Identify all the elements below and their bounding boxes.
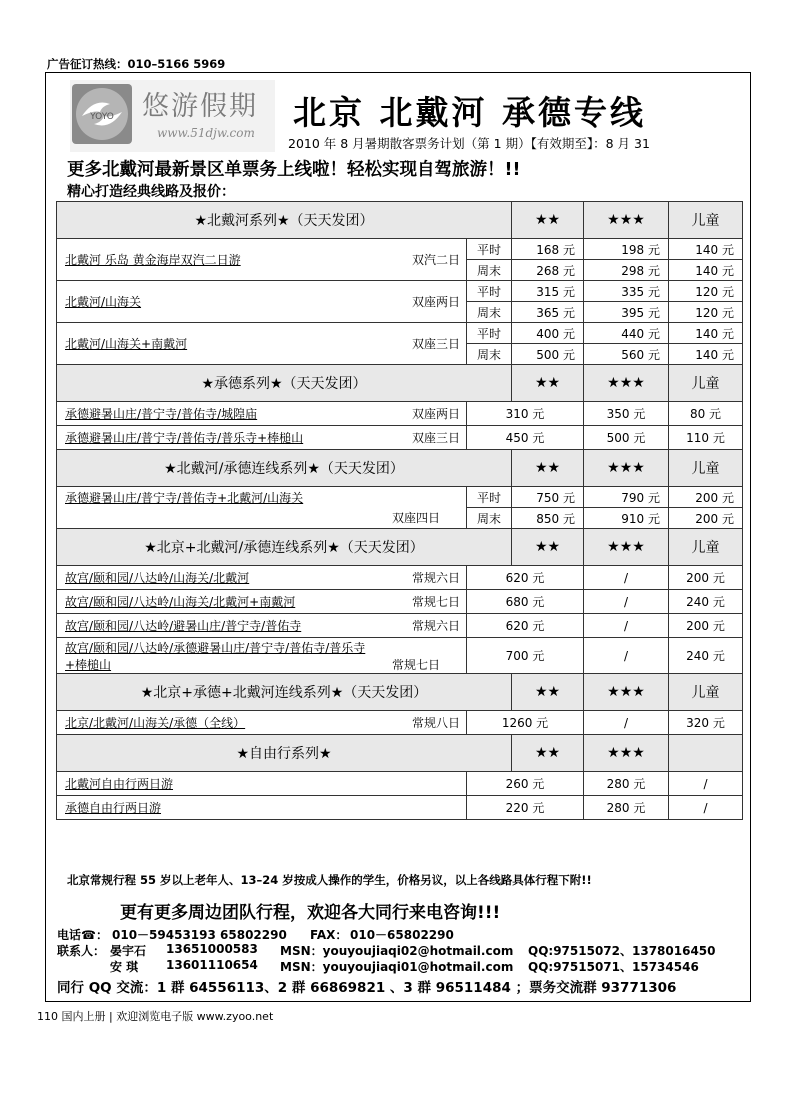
route-name: 北戴河/山海关+南戴河 xyxy=(65,337,188,351)
subheadline: 精心打造经典线路及报价： xyxy=(67,184,235,200)
route-duration: 常规八日 xyxy=(411,716,460,730)
three-star-header: ★★★ xyxy=(584,365,669,402)
three-star-price: 298 元 xyxy=(584,260,669,281)
two-star-header: ★★ xyxy=(512,529,584,566)
two-star-price: 268 元 xyxy=(512,260,584,281)
two-star-price: 700 元 xyxy=(467,638,584,674)
two-star-price: 750 元 xyxy=(512,487,584,508)
two-star-price: 850 元 xyxy=(512,508,584,529)
section-title: ★北京+承德+北戴河连线系列★（天天发团） xyxy=(57,674,512,711)
section-title: ★北戴河/承德连线系列★（天天发团） xyxy=(57,450,512,487)
child-price: 200 元 xyxy=(669,614,743,638)
child-price: 140 元 xyxy=(669,323,743,344)
route-duration: 双座四日 xyxy=(391,510,440,525)
two-star-header: ★★ xyxy=(512,365,584,402)
table-row xyxy=(57,487,743,508)
child-price: 200 元 xyxy=(669,508,743,529)
route-cell xyxy=(57,323,467,365)
qq-groups: 同行 QQ 交流：1 群 64556113、2 群 66869821 、3 群 96511484 ；票务交流群 93771306 xyxy=(57,980,677,996)
three-star-price: 395 元 xyxy=(584,302,669,323)
three-star-header: ★★★ xyxy=(584,450,669,487)
two-star-price: 365 元 xyxy=(512,302,584,323)
three-star-price: 500 元 xyxy=(584,426,669,450)
route-cell xyxy=(57,772,467,796)
two-star-price: 450 元 xyxy=(467,426,584,450)
route-cell xyxy=(57,402,467,426)
logo-url: www.51djw.com xyxy=(157,126,255,140)
contact-msn: MSN：youyoujiaqi02@hotmail.com xyxy=(280,944,514,958)
route-duration: 常规七日 xyxy=(411,595,460,609)
child-price: 140 元 xyxy=(669,344,743,365)
period-label: 周末 xyxy=(467,508,512,529)
route-duration: 双座三日 xyxy=(411,337,460,351)
route-name: 承德自由行两日游 xyxy=(65,801,162,815)
three-star-price: 910 元 xyxy=(584,508,669,529)
route-cell xyxy=(57,638,467,674)
period-label: 周末 xyxy=(467,344,512,365)
child-header: 儿童 xyxy=(669,202,743,239)
two-star-price: 168 元 xyxy=(512,239,584,260)
page-subtitle: 2010 年 8 月暑期散客票务计划（第 1 期）【有效期至】：8 月 31 xyxy=(288,136,650,151)
headline: 更多北戴河最新景区单票务上线啦！轻松实现自驾旅游！!! xyxy=(67,160,521,180)
section-title: ★北京+北戴河/承德连线系列★（天天发团） xyxy=(57,529,512,566)
three-star-price: 350 元 xyxy=(584,402,669,426)
table-row xyxy=(57,638,743,674)
table-row xyxy=(57,614,743,638)
period-label: 周末 xyxy=(467,302,512,323)
section-header-row xyxy=(57,365,743,402)
three-star-price: / xyxy=(584,590,669,614)
child-price: 80 元 xyxy=(669,402,743,426)
two-star-price: 620 元 xyxy=(467,614,584,638)
section-header-row xyxy=(57,529,743,566)
child-price: 120 元 xyxy=(669,302,743,323)
route-name: 故宫/颐和园/八达岭/山海关/北戴河+南戴河 xyxy=(65,595,296,609)
two-star-price: 1260 元 xyxy=(467,711,584,735)
page-title: 北京 北戴河 承德专线 xyxy=(293,93,646,132)
two-star-price: 220 元 xyxy=(467,796,584,820)
three-star-header: ★★★ xyxy=(584,674,669,711)
two-star-header: ★★ xyxy=(512,202,584,239)
contact-qq: QQ:97515071、15734546 xyxy=(528,960,699,974)
route-cell xyxy=(57,426,467,450)
three-star-price: 440 元 xyxy=(584,323,669,344)
child-header: 儿童 xyxy=(669,450,743,487)
route-duration: 双座两日 xyxy=(411,295,460,309)
three-star-price: 335 元 xyxy=(584,281,669,302)
route-duration: 常规六日 xyxy=(411,571,460,585)
route-cell xyxy=(57,711,467,735)
route-name: 北京/北戴河/山海关/承德（全线） xyxy=(65,716,246,730)
route-name: 故宫/颐和园/八达岭/避暑山庄/普宁寺/普佑寺 xyxy=(65,619,302,633)
section-title: ★北戴河系列★（天天发团） xyxy=(57,202,512,239)
two-star-price: 400 元 xyxy=(512,323,584,344)
route-name: 承德避暑山庄/普宁寺/普佑寺/城隍庙 xyxy=(65,407,258,421)
logo-name: 悠游假期 xyxy=(142,91,258,122)
three-star-price: 198 元 xyxy=(584,239,669,260)
child-header: 儿童 xyxy=(669,365,743,402)
contact-msn: MSN：youyoujiaqi01@hotmail.com xyxy=(280,960,514,974)
table-row xyxy=(57,239,743,260)
page-footer: 110 国内上册 | 欢迎浏览电子版 www.zyoo.net xyxy=(37,1010,274,1023)
table-row xyxy=(57,711,743,735)
route-name: 承德避暑山庄/普宁寺/普佑寺+北戴河/山海关 xyxy=(65,490,304,505)
child-header: 儿童 xyxy=(669,674,743,711)
three-star-price: / xyxy=(584,614,669,638)
three-star-price: / xyxy=(584,638,669,674)
table-row xyxy=(57,426,743,450)
route-duration: 双汽二日 xyxy=(411,253,460,267)
two-star-price: 310 元 xyxy=(467,402,584,426)
route-cell xyxy=(57,614,467,638)
route-cell xyxy=(57,281,467,323)
three-star-price: / xyxy=(584,566,669,590)
section-title: ★承德系列★（天天发团） xyxy=(57,365,512,402)
footnote: 北京常规行程 55 岁以上老年人、13–24 岁按成人操作的学生，价格另议，以上各线路具体行程下附!! xyxy=(67,873,592,887)
child-price: 240 元 xyxy=(669,638,743,674)
call-to-action: 更有更多周边团队行程，欢迎各大同行来电咨询!!! xyxy=(120,903,501,923)
contact-mobile: 13651000583 xyxy=(166,942,258,956)
child-price: / xyxy=(669,796,743,820)
route-name: 故宫/颐和园/八达岭/承德避暑山庄/普宁寺/普佑寺/普乐寺 xyxy=(65,640,366,655)
table-row xyxy=(57,590,743,614)
two-star-header: ★★ xyxy=(512,735,584,772)
route-duration: 双座三日 xyxy=(411,431,460,445)
two-star-price: 620 元 xyxy=(467,566,584,590)
route-duration: 常规六日 xyxy=(411,619,460,633)
two-star-price: 260 元 xyxy=(467,772,584,796)
section-header-row xyxy=(57,674,743,711)
child-header-empty xyxy=(669,735,743,772)
three-star-header: ★★★ xyxy=(584,202,669,239)
route-cell xyxy=(57,566,467,590)
three-star-price: 280 元 xyxy=(584,772,669,796)
route-duration: 双座两日 xyxy=(411,407,460,421)
three-star-header: ★★★ xyxy=(584,529,669,566)
route-cell xyxy=(57,239,467,281)
phone-label: 电话☎： xyxy=(57,928,108,942)
child-price: 320 元 xyxy=(669,711,743,735)
fax-number: 010－65802290 xyxy=(350,928,454,942)
route-duration: 常规七日 xyxy=(391,657,440,672)
table-row xyxy=(57,402,743,426)
price-table xyxy=(56,201,743,820)
three-star-price: 280 元 xyxy=(584,796,669,820)
period-label: 周末 xyxy=(467,260,512,281)
section-header-row xyxy=(57,202,743,239)
contact-name: 晏宇石 xyxy=(110,944,147,958)
period-label: 平时 xyxy=(467,323,512,344)
child-price: 200 元 xyxy=(669,566,743,590)
table-row xyxy=(57,323,743,344)
route-cell xyxy=(57,487,467,529)
phone-number: 010－59453193 65802290 xyxy=(112,928,287,942)
route-name: 承德避暑山庄/普宁寺/普佑寺/普乐寺+棒槌山 xyxy=(65,431,304,445)
table-row xyxy=(57,772,743,796)
contact-qq: QQ:97515072、1378016450 xyxy=(528,944,716,958)
contact-name: 安 琪 xyxy=(110,960,139,974)
two-star-header: ★★ xyxy=(512,450,584,487)
section-header-row xyxy=(57,735,743,772)
child-price: 240 元 xyxy=(669,590,743,614)
three-star-header: ★★★ xyxy=(584,735,669,772)
route-cell xyxy=(57,796,467,820)
route-name: 故宫/颐和园/八达岭/山海关/北戴河 xyxy=(65,571,250,585)
table-row xyxy=(57,796,743,820)
period-label: 平时 xyxy=(467,487,512,508)
child-price: / xyxy=(669,772,743,796)
section-header-row xyxy=(57,450,743,487)
child-price: 200 元 xyxy=(669,487,743,508)
route-name: 北戴河 乐岛 黄金海岸双汽二日游 xyxy=(65,253,241,267)
child-price: 120 元 xyxy=(669,281,743,302)
section-title: ★自由行系列★ xyxy=(57,735,512,772)
three-star-price: 790 元 xyxy=(584,487,669,508)
table-row xyxy=(57,281,743,302)
logo-mark-text: YOYO xyxy=(90,112,114,122)
contact-label: 联系人： xyxy=(57,944,106,958)
table-row xyxy=(57,566,743,590)
contact-mobile: 13601110654 xyxy=(166,958,258,972)
route-name: 北戴河自由行两日游 xyxy=(65,777,174,791)
two-star-price: 500 元 xyxy=(512,344,584,365)
period-label: 平时 xyxy=(467,281,512,302)
two-star-price: 680 元 xyxy=(467,590,584,614)
dolphin-logo-icon xyxy=(72,84,132,144)
period-label: 平时 xyxy=(467,239,512,260)
child-header: 儿童 xyxy=(669,529,743,566)
three-star-price: 560 元 xyxy=(584,344,669,365)
route-name: 北戴河/山海关 xyxy=(65,295,142,309)
fax-label: FAX： xyxy=(310,928,348,942)
ad-hotline: 广告征订热线：010–5166 5969 xyxy=(47,57,226,71)
child-price: 110 元 xyxy=(669,426,743,450)
child-price: 140 元 xyxy=(669,239,743,260)
child-price: 140 元 xyxy=(669,260,743,281)
two-star-price: 315 元 xyxy=(512,281,584,302)
route-cell xyxy=(57,590,467,614)
two-star-header: ★★ xyxy=(512,674,584,711)
route-name-cont: +棒槌山 xyxy=(65,657,112,672)
three-star-price: / xyxy=(584,711,669,735)
